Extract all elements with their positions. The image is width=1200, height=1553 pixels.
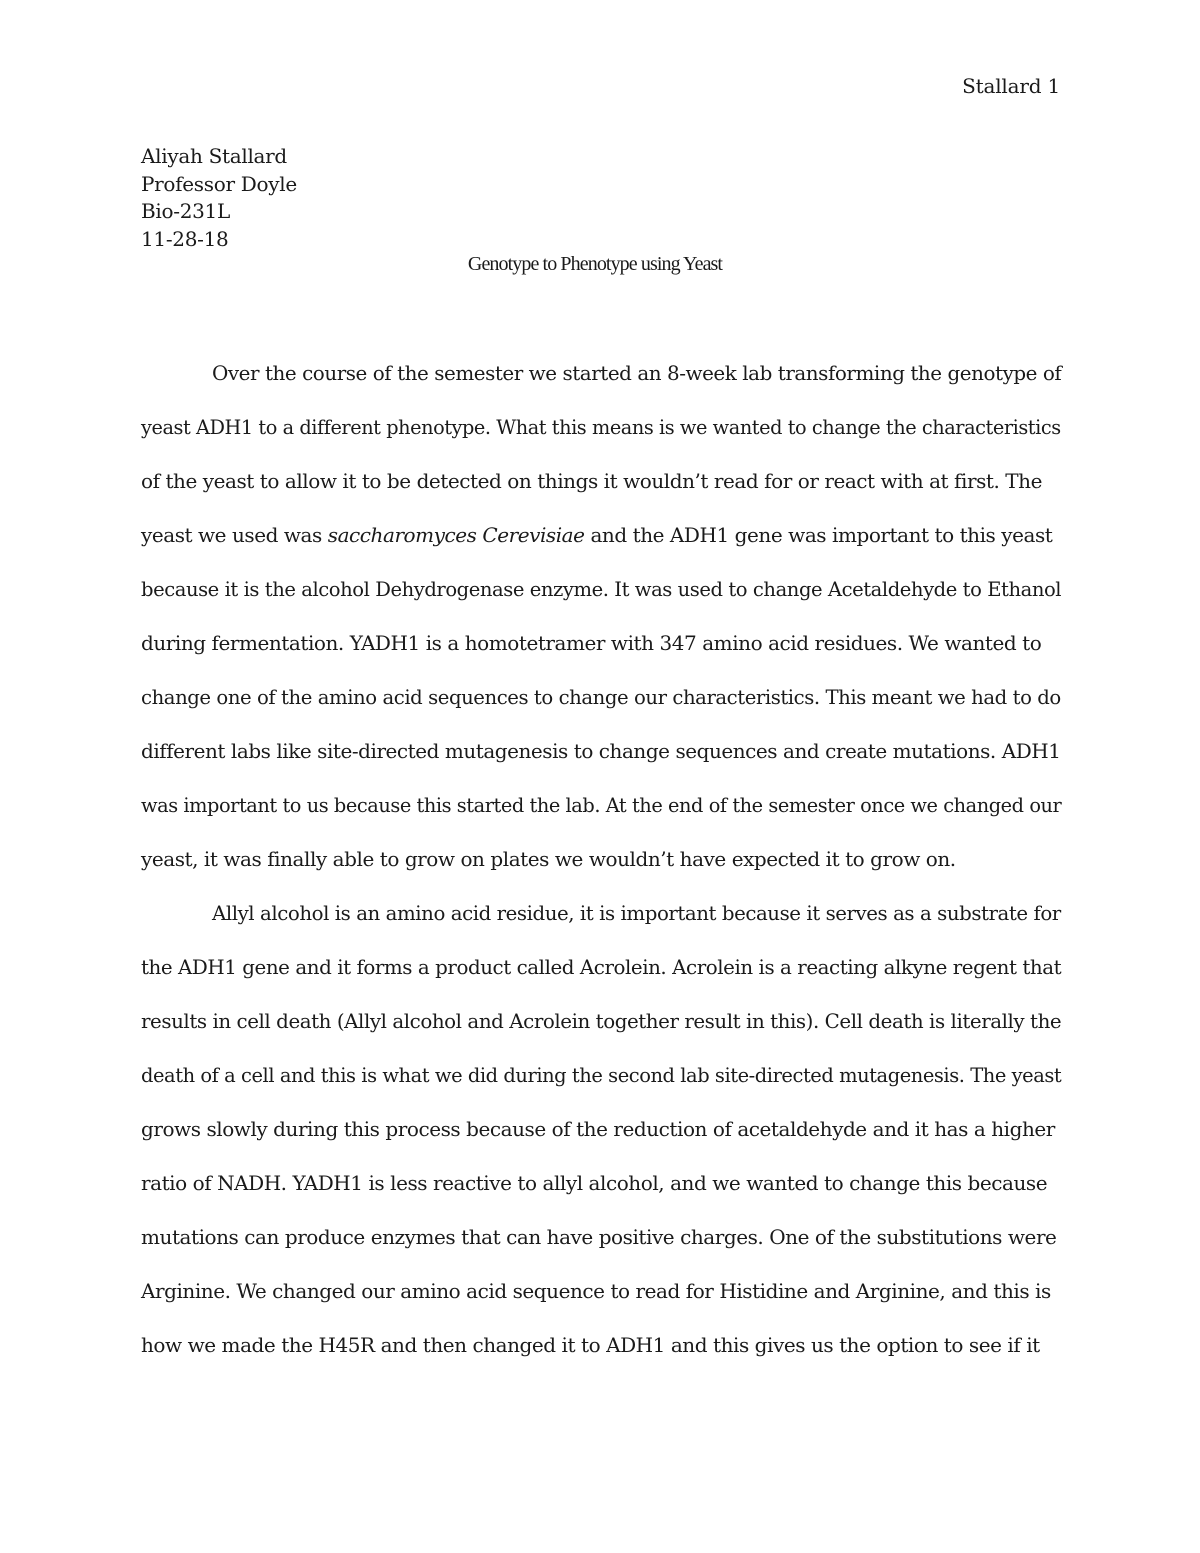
body-line: Over the course of the semester we started an 8-week lab transforming the genotype of: [212, 361, 1062, 385]
body-line: ratio of NADH. YADH1 is less reactive to allyl alcohol, and we wanted to change this because: [141, 1171, 1048, 1195]
body-line: was important to us because this started the lab. At the end of the semester once we changed our: [141, 793, 1062, 817]
body-line: of the yeast to allow it to be detected on things it wouldn’t read for or react with at first. The: [141, 469, 1042, 493]
course-code: Bio-231L: [141, 199, 230, 223]
body-line-segment: and the ADH1 gene was important to this yeast: [590, 523, 1053, 547]
mla-heading: [141, 143, 297, 253]
professor-name: Professor Doyle: [141, 171, 297, 196]
author-name: Aliyah Stallard: [141, 144, 287, 168]
body-line: yeast ADH1 to a different phenotype. What this means is we wanted to change the characteristics: [141, 415, 1061, 439]
body-line: because it is the alcohol Dehydrogenase enzyme. It was used to change Acetaldehyde to Ethanol: [141, 577, 1062, 601]
body-line: results in cell death (Allyl alcohol and Acrolein together result in this). Cell death is literally the: [141, 1009, 1062, 1033]
body-line: during fermentation. YADH1 is a homotetramer with 347 amino acid residues. We wanted to: [141, 631, 1042, 655]
paper-title-text: Genotype to Phenotype using Yeast: [467, 253, 723, 275]
body-line-segment: yeast we used was: [141, 523, 322, 547]
date: 11-28-18: [141, 226, 229, 251]
species-name: saccharomyces Cerevisiae: [327, 523, 585, 547]
body-line: yeast, it was finally able to grow on plates we wouldn’t have expected it to grow on.: [141, 847, 956, 871]
body-line: the ADH1 gene and it forms a product called Acrolein. Acrolein is a reacting alkyne regent that: [141, 955, 1062, 979]
body-line: Allyl alcohol is an amino acid residue, it is important because it serves as a substrate for: [212, 901, 1061, 925]
body-line: mutations can produce enzymes that can have positive charges. One of the substitutions were: [141, 1225, 1057, 1249]
body-line: how we made the H45R and then changed it to ADH1 and this gives us the option to see if it: [141, 1333, 1040, 1357]
paper-title: [0, 253, 1200, 276]
body-line: change one of the amino acid sequences to change our characteristics. This meant we had to do: [141, 685, 1061, 709]
body-line: Arginine. We changed our amino acid sequence to read for Histidine and Arginine, and this is: [141, 1279, 1051, 1303]
body-line: different labs like site-directed mutagenesis to change sequences and create mutations. ADH1: [141, 739, 1061, 763]
body-line: death of a cell and this is what we did during the second lab site-directed mutagenesis. The yeast: [141, 1063, 1062, 1087]
page-header-label: Stallard 1: [962, 74, 1060, 98]
body-line: grows slowly during this process because of the reduction of acetaldehyde and it has a higher: [141, 1117, 1055, 1141]
body-line: [141, 523, 1052, 547]
